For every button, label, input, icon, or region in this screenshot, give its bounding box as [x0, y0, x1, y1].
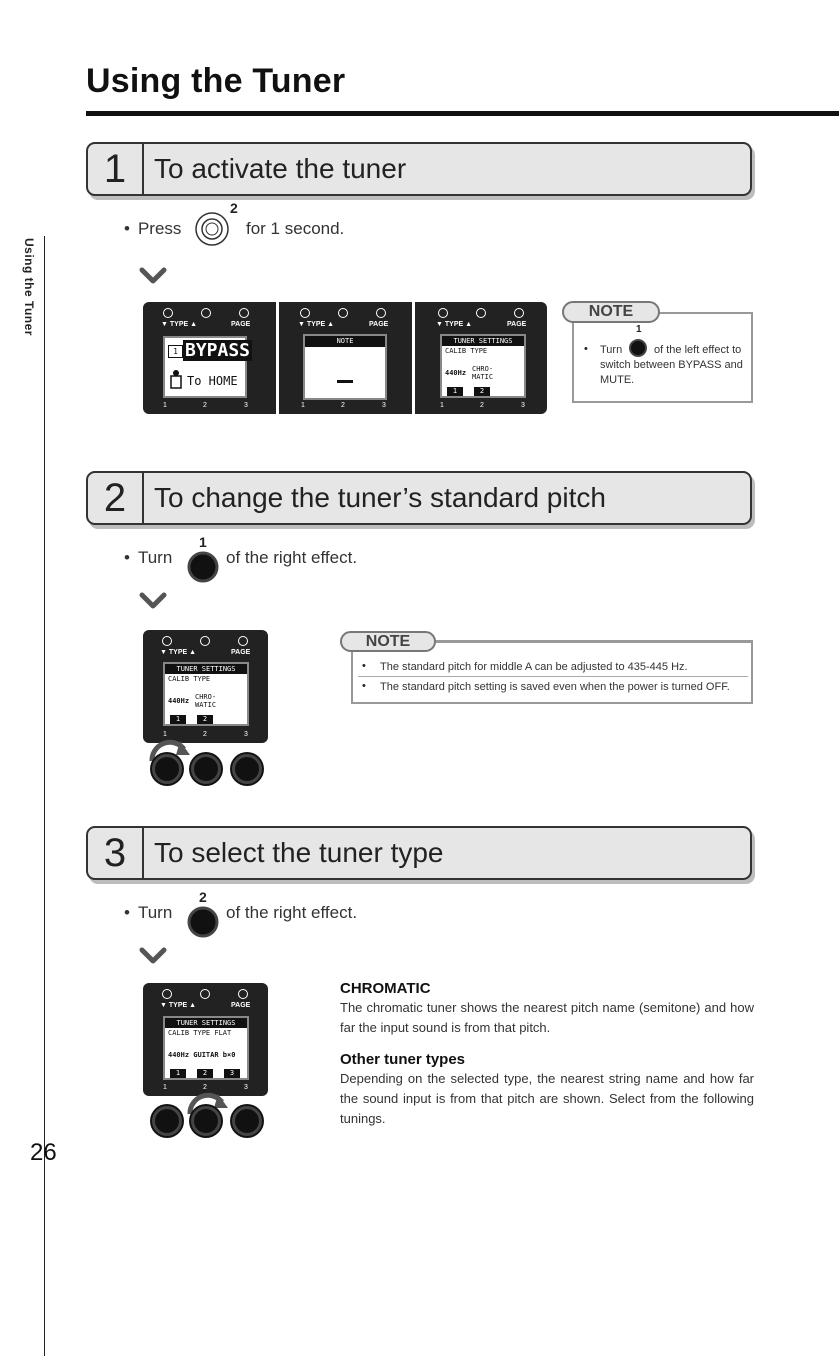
note-2-item-1: The standard pitch for middle A can be adjusted to 435-445 Hz. — [380, 661, 688, 673]
knob-2 — [191, 754, 221, 784]
instr-press: Press — [137, 219, 182, 238]
knob-icon — [186, 550, 220, 584]
instr-post: of the right effect. — [226, 903, 358, 922]
lcd-screen-note — [303, 334, 387, 400]
step-1-instruction — [124, 219, 181, 239]
knob-number-badge: 2 — [199, 889, 207, 905]
led — [514, 308, 524, 318]
knob-number-badge: 1 — [636, 324, 642, 335]
note-2-item-2: The standard pitch setting is saved even when the power is turned OFF. — [380, 681, 730, 693]
lcd-screen-bypass — [163, 336, 251, 398]
knob-3 — [232, 1106, 262, 1136]
type-label: ▼ TYPE ▲ — [161, 321, 198, 328]
led — [376, 308, 386, 318]
device-display-step3: ▼ TYPE ▲ PAGE TUNER SETTINGS CALIB TYPE FLAT 440Hz GUITAR b×0 1 2 3 1 2 3 — [143, 983, 268, 1096]
step-1-label: To activate the tuner — [154, 153, 407, 184]
lcd-screen-tuner-settings: TUNER SETTINGS CALIB TYPE 440Hz CHRO- MATIC 1 2 — [440, 334, 526, 398]
step-3-label: To select the tuner type — [154, 837, 444, 868]
note-1-pre: Turn — [600, 344, 623, 356]
other-types-text: Depending on the selected type, the nearest string name and how far the sound input is from that pitch are shown. Select from the following tunings. — [340, 1071, 754, 1126]
step-2-header — [86, 471, 752, 525]
led — [476, 308, 486, 318]
step-1-header — [86, 142, 752, 196]
note-tag-2: NOTE — [340, 631, 436, 652]
side-tab-label: Using the Tuner — [22, 238, 36, 336]
lcd-screen-pitch: TUNER SETTINGS CALIB TYPE 440Hz CHRO- WATIC 1 2 — [163, 662, 249, 726]
led — [201, 308, 211, 318]
step-3-header — [86, 826, 752, 880]
step-3-number: 3 — [88, 828, 144, 878]
step-3-instruction: • Turn — [124, 903, 173, 922]
lcd-bypass-text: BYPASS — [185, 340, 251, 361]
chevron-down-icon — [139, 591, 167, 611]
lcd-home-text: To HOME — [187, 374, 238, 388]
bullet: • — [584, 343, 588, 355]
device-display-step2: ▼ TYPE ▲ PAGE TUNER SETTINGS CALIB TYPE 440Hz CHRO- WATIC 1 2 1 2 3 — [143, 630, 268, 743]
knob-number-badge: 1 — [199, 534, 207, 550]
knob-1 — [152, 754, 182, 784]
note-tag-1: NOTE — [562, 301, 660, 323]
led — [338, 308, 348, 318]
led — [239, 308, 249, 318]
knob-2 — [191, 1106, 221, 1136]
page-label: PAGE — [231, 321, 251, 328]
note-1-text: of the left effect to switch between BYPASS and MUTE. — [600, 344, 743, 386]
instr-post: for 1 second. — [246, 219, 345, 238]
device-display-strip: ▼ TYPE ▲ PAGE 1 BYPASS To HOME 1 2 3 ▼ TYPE ▲ PAGE NOTE 1 2 3 ▼ TYPE ▲ PAGE TUNER SETTINGS CALIB TYPE 440Hz CHRO- MATIC 1 2 1 2 3 — [143, 302, 547, 414]
led — [300, 308, 310, 318]
chromatic-heading: CHROMATIC — [340, 980, 431, 997]
lcd-screen-type: TUNER SETTINGS CALIB TYPE FLAT 440Hz GUITAR b×0 1 2 3 — [163, 1016, 249, 1080]
lcd-note-dash — [337, 380, 353, 383]
title-rule — [86, 111, 839, 116]
side-tab-border — [18, 236, 45, 1356]
knob-3 — [232, 754, 262, 784]
footswitch-mini-icon — [168, 368, 184, 392]
instr-post: of the right effect. — [226, 548, 358, 567]
led — [438, 308, 448, 318]
chevron-down-icon — [139, 946, 167, 966]
instr-turn: Turn — [137, 903, 173, 922]
step-2-number: 2 — [88, 473, 144, 523]
switch-number-badge: 2 — [230, 200, 238, 216]
knob-icon — [186, 905, 220, 939]
page-number: 26 — [30, 1139, 57, 1166]
step-2-label: To change the tuner’s standard pitch — [154, 482, 606, 513]
chevron-down-icon — [139, 266, 167, 286]
instr-turn: Turn — [137, 548, 173, 567]
step-1-number: 1 — [88, 144, 144, 194]
lcd-note-header: NOTE — [305, 336, 385, 347]
chromatic-text: The chromatic tuner shows the nearest pitch name (semitone) and how far the input sound is from that pitch. — [340, 1000, 754, 1035]
page-title: Using the Tuner — [86, 62, 346, 100]
led — [163, 308, 173, 318]
lcd-badge: 1 — [168, 345, 183, 358]
other-types-heading: Other tuner types — [340, 1051, 466, 1068]
step-2-instruction: • Turn — [124, 548, 173, 567]
knob-1 — [152, 1106, 182, 1136]
bullet: • — [124, 219, 130, 238]
